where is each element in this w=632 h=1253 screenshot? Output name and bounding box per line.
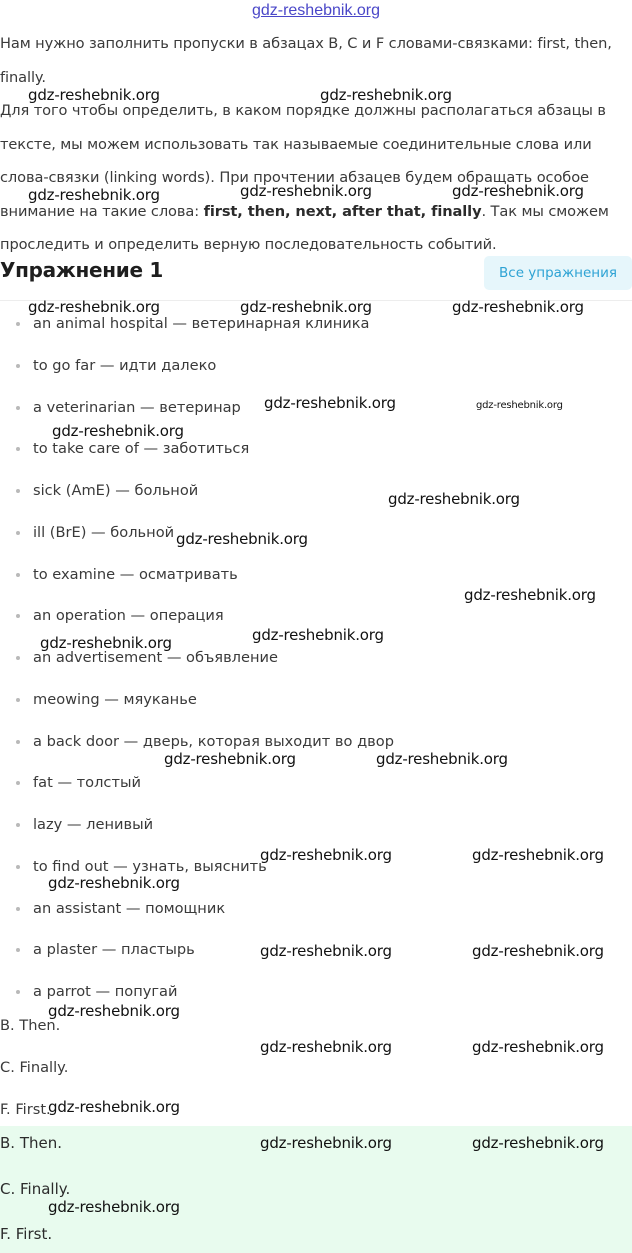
watermark: gdz-reshebnik.org	[252, 626, 384, 644]
watermark: gdz-reshebnik.org	[176, 530, 308, 548]
bullet-icon	[16, 322, 20, 326]
watermark: gdz-reshebnik.org	[164, 750, 296, 768]
answer-highlight-c: C. Finally.	[0, 1180, 71, 1198]
all-exercises-button[interactable]: Все упражнения	[484, 256, 632, 290]
list-item	[0, 764, 394, 806]
intro-paragraph-1: Нам нужно заполнить пропуски в абзацах B, C и F словами-связками: first, then, finally.	[0, 35, 612, 86]
intro-paragraph-2	[0, 94, 632, 262]
watermark: gdz-reshebnik.org	[464, 586, 596, 604]
bullet-icon	[16, 531, 20, 535]
watermark: gdz-reshebnik.org	[452, 182, 584, 200]
vocab-text: an operation — операция	[33, 607, 224, 625]
site-header-link[interactable]: gdz-reshebnik.org	[251, 2, 381, 19]
watermark: gdz-reshebnik.org	[260, 846, 392, 864]
vocab-text: a parrot — попугай	[33, 983, 178, 1000]
watermark: gdz-reshebnik.org	[28, 186, 160, 204]
watermark: gdz-reshebnik.org	[320, 86, 452, 104]
watermark: gdz-reshebnik.org	[240, 298, 372, 316]
intro-p2-start: Для того чтобы определить, в каком порядке должны располагаться абзацы в тексте, мы можем использовать так называемые соединительные слова или слова-связки (linking words). При прочтении абзацев будем обращать особое внимание на такие слова:	[0, 102, 606, 220]
watermark: gdz-reshebnik.org	[476, 400, 563, 411]
watermark: gdz-reshebnik.org	[28, 86, 160, 104]
list-item	[0, 681, 394, 723]
bullet-icon	[16, 698, 20, 702]
bullet-icon	[16, 656, 20, 660]
vocab-text: an animal hospital — ветеринарная клиника	[33, 315, 370, 332]
watermark: gdz-reshebnik.org	[48, 874, 180, 892]
watermark: gdz-reshebnik.org	[48, 1098, 180, 1116]
bullet-icon	[16, 614, 20, 618]
bullet-icon	[16, 865, 20, 869]
answer-c: C. Finally.	[0, 1059, 69, 1076]
watermark: gdz-reshebnik.org	[376, 750, 508, 768]
vocab-text: sick (AmE) — больной	[33, 482, 199, 499]
list-item	[0, 806, 394, 848]
list-item	[0, 472, 394, 514]
watermark: gdz-reshebnik.org	[472, 846, 604, 864]
vocab-text: to examine — осматривать	[33, 565, 238, 583]
vocab-text: lazy — ленивый	[33, 816, 154, 833]
vocab-text: to find out — узнать, выяснить	[33, 857, 267, 875]
watermark: gdz-reshebnik.org	[48, 1198, 180, 1216]
bullet-icon	[16, 447, 20, 451]
watermark: gdz-reshebnik.org	[472, 942, 604, 960]
watermark: gdz-reshebnik.org	[472, 1038, 604, 1056]
vocab-text: fat — толстый	[33, 774, 141, 792]
list-item	[0, 556, 394, 598]
vocab-text: meowing — мяуканье	[33, 690, 197, 708]
watermark: gdz-reshebnik.org	[264, 394, 396, 412]
intro-text	[0, 27, 632, 262]
intro-p2-end: . Так мы сможем проследить и определить верную последовательность событий.	[0, 202, 609, 253]
linking-words: first, then, next, after that, finally	[203, 202, 482, 220]
vocab-text: an advertisement — объявление	[33, 649, 278, 666]
bullet-icon	[16, 573, 20, 577]
answer-highlight-f: F. First.	[0, 1225, 53, 1243]
vocab-text: an assistant — помощник	[33, 899, 226, 917]
vocab-text: a plaster — пластырь	[33, 941, 195, 959]
bullet-icon	[16, 740, 20, 744]
bullet-icon	[16, 489, 20, 493]
bullet-icon	[16, 406, 20, 410]
list-item	[0, 347, 394, 389]
bullet-icon	[16, 781, 20, 785]
vocab-text: a veterinarian — ветеринар	[33, 398, 241, 416]
watermark: gdz-reshebnik.org	[240, 182, 372, 200]
list-item	[0, 890, 394, 932]
watermark: gdz-reshebnik.org	[260, 1038, 392, 1056]
watermark: gdz-reshebnik.org	[52, 422, 184, 440]
bullet-icon	[16, 907, 20, 911]
vocab-text: ill (BrE) — больной	[33, 523, 175, 541]
watermark: gdz-reshebnik.org	[260, 1134, 392, 1152]
answer-highlight-b: B. Then.	[0, 1134, 62, 1152]
watermark: gdz-reshebnik.org	[40, 634, 172, 652]
vocab-text: to take care of — заботиться	[33, 440, 250, 458]
watermark: gdz-reshebnik.org	[48, 1002, 180, 1020]
exercise-title: Упражнение 1	[0, 258, 164, 282]
watermark: gdz-reshebnik.org	[388, 490, 520, 508]
watermark: gdz-reshebnik.org	[260, 942, 392, 960]
answer-b: B. Then.	[0, 1017, 61, 1034]
watermark: gdz-reshebnik.org	[28, 298, 160, 316]
bullet-icon	[16, 364, 20, 368]
vocab-text: a back door — дверь, которая выходит во двор	[33, 732, 394, 750]
watermark: gdz-reshebnik.org	[472, 1134, 604, 1152]
vocab-text: to go far — идти далеко	[33, 356, 217, 374]
bullet-icon	[16, 948, 20, 952]
bullet-icon	[16, 823, 20, 827]
answer-f: F. First.	[0, 1101, 51, 1118]
bullet-icon	[16, 990, 20, 994]
watermark: gdz-reshebnik.org	[452, 298, 584, 316]
